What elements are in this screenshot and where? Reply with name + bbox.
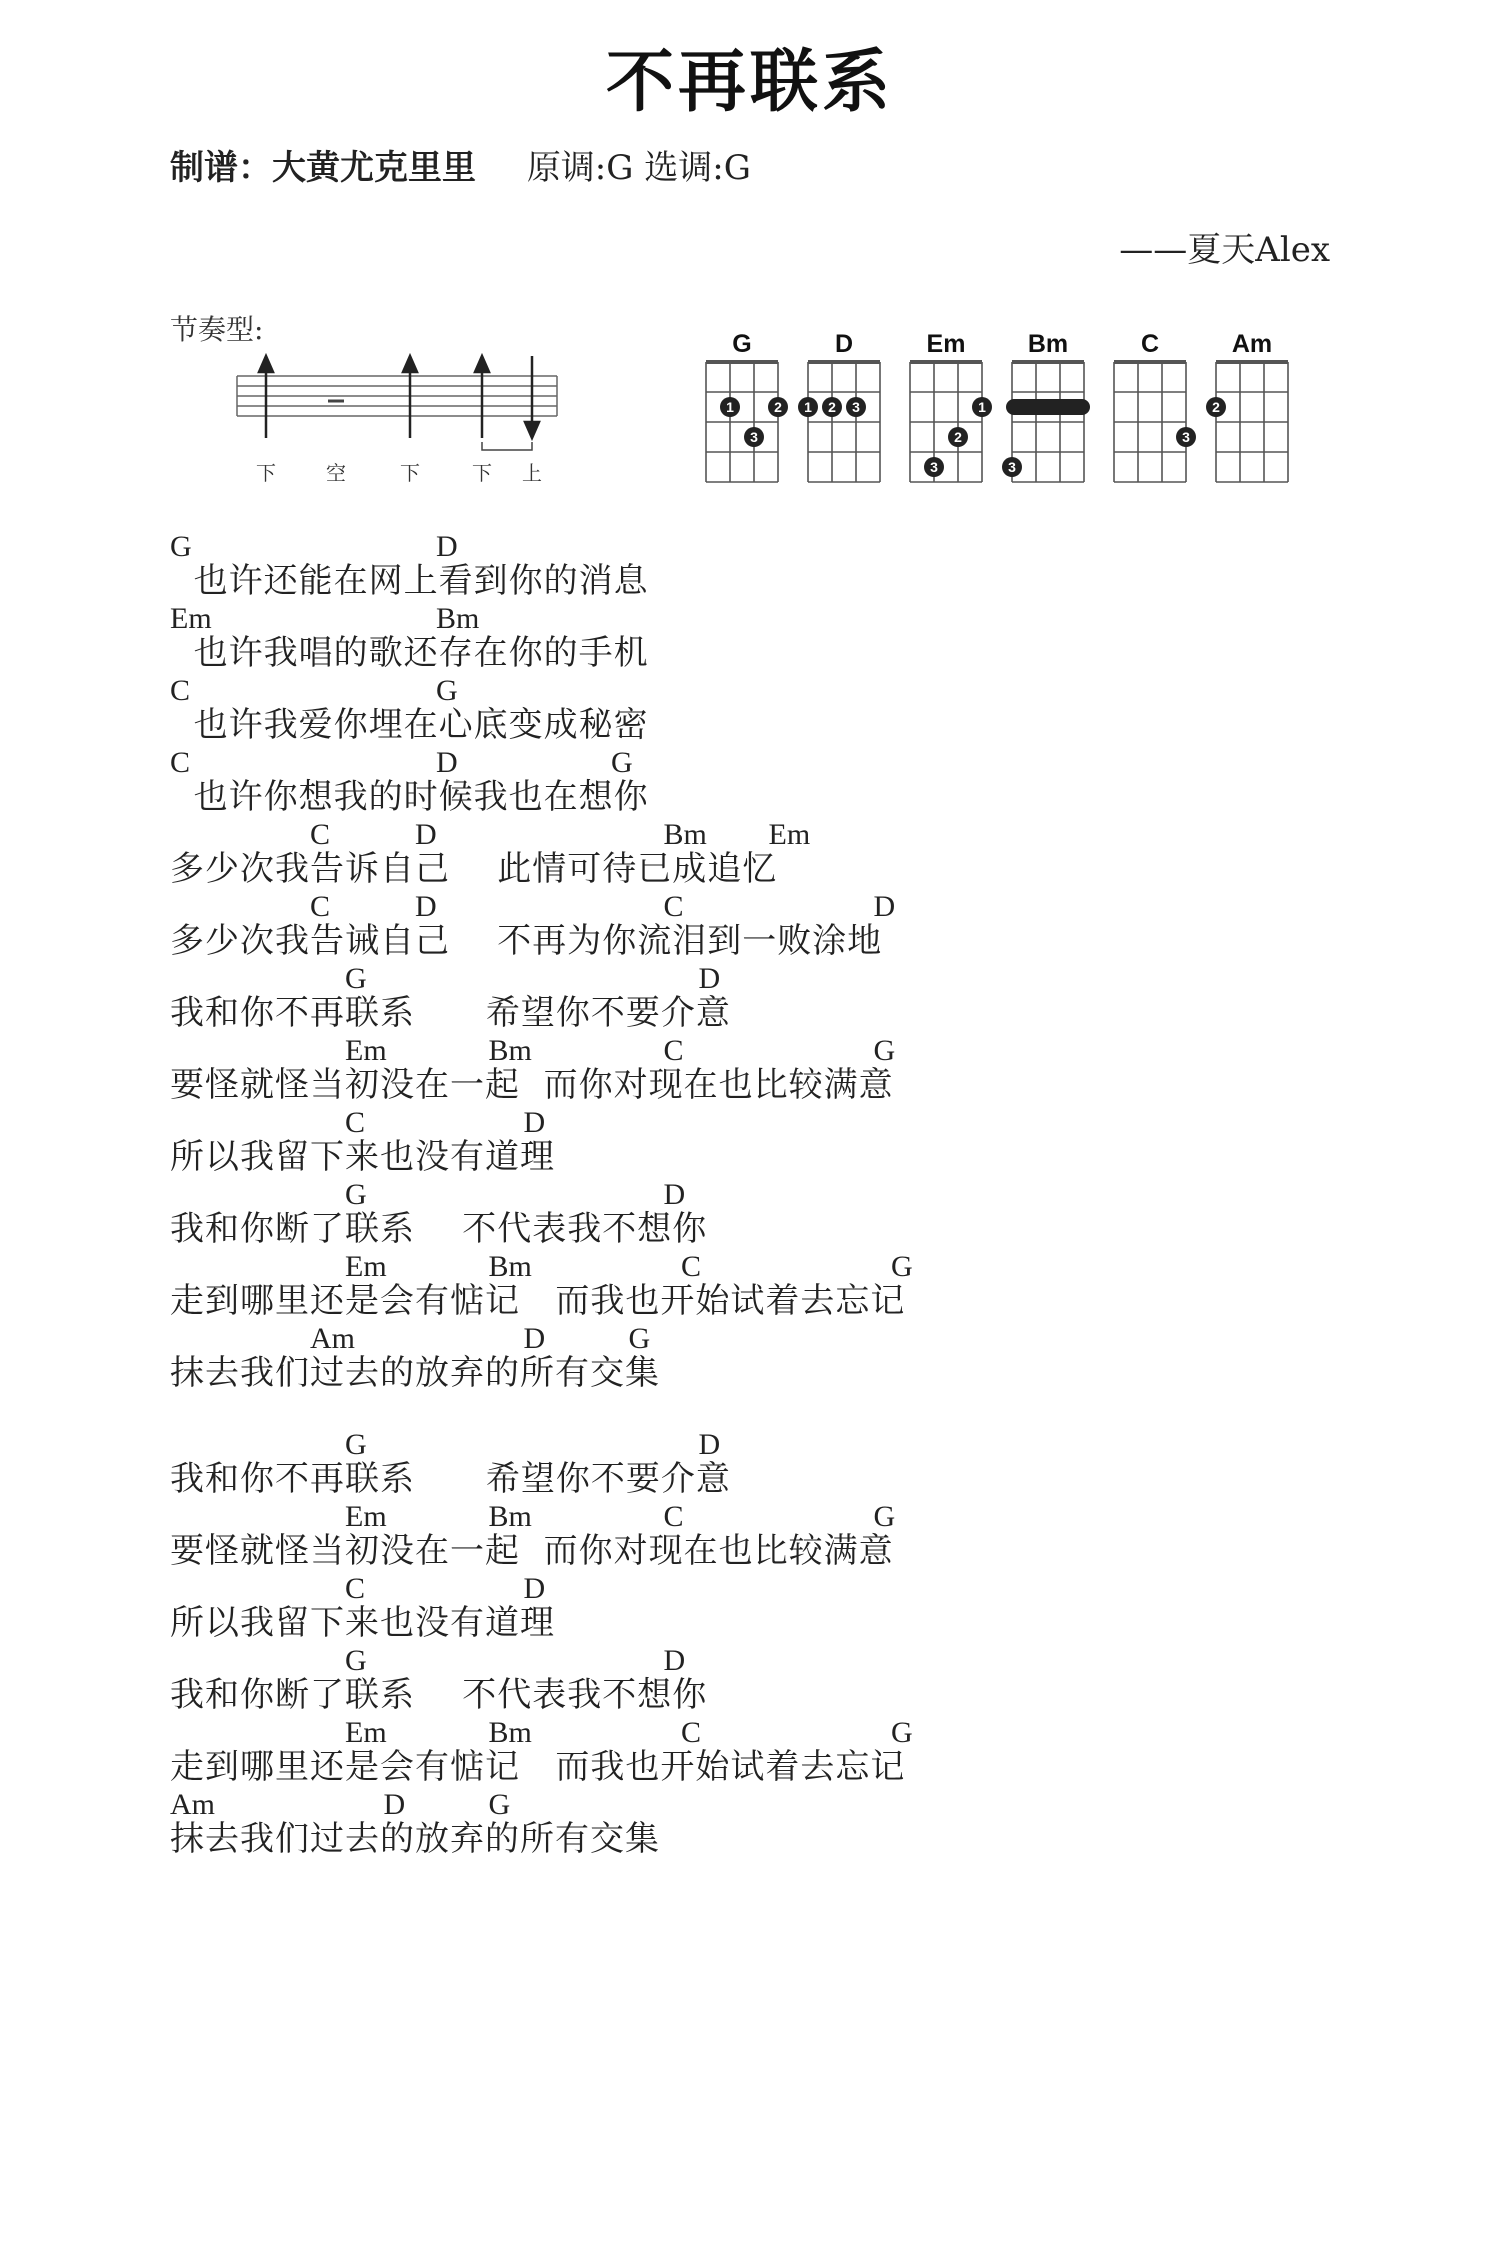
lyric-text: 多少次我告诫自己 不再为你流泪到一败涂地 [170, 921, 883, 961]
chord-row [170, 1322, 1370, 1356]
chord-symbol: C [170, 746, 191, 779]
lyric-text: 我和你断了联系 不代表我不想你 [170, 1675, 708, 1715]
lyric-line [170, 1788, 1370, 1860]
lyric-text: 走到哪里还是会有惦记 而我也开始试着去忘记 [170, 1747, 906, 1787]
chord-symbol: C [663, 1034, 684, 1067]
lyric-line [170, 602, 1370, 674]
chord-diagram-em [910, 332, 992, 482]
chord-symbol: G [436, 674, 458, 707]
chord-symbol: Em [345, 1500, 387, 1533]
chord-symbol: Em [345, 1716, 387, 1749]
chord-diagram-label: Em [926, 332, 966, 358]
chord-symbol: Em [345, 1250, 387, 1283]
chord-symbol: D [436, 746, 458, 779]
chord-symbol: D [698, 1428, 721, 1461]
chord-row [170, 530, 1370, 564]
chord-row [170, 1034, 1370, 1068]
chord-row [170, 1644, 1370, 1678]
chord-symbol: C [663, 1500, 684, 1533]
chord-row [170, 818, 1370, 852]
lyric-text: 我和你断了联系 不代表我不想你 [170, 1209, 708, 1249]
chord-symbol: G [873, 1034, 896, 1067]
chord-symbol: C [681, 1716, 702, 1749]
chord-symbol: C [310, 818, 331, 851]
chord-diagram-g [706, 332, 788, 482]
barre-mark [1006, 399, 1090, 415]
beam-bracket [482, 442, 532, 450]
stroke-label: 上 [522, 461, 542, 485]
lyric-line [170, 1500, 1370, 1572]
chord-symbol: D [523, 1572, 546, 1605]
chord-diagram-label: G [732, 332, 752, 358]
chord-symbol: D [415, 890, 437, 923]
chord-symbol: G [628, 1322, 651, 1355]
key-info: 原调:G 选调:G [526, 148, 751, 188]
chord-symbol: G [488, 1788, 511, 1821]
svg-text:2: 2 [828, 399, 836, 415]
lyric-line [170, 1322, 1370, 1394]
lyric-line [170, 746, 1370, 818]
chord-symbol: D [383, 1788, 406, 1821]
lyric-line [170, 1644, 1370, 1716]
svg-text:1: 1 [978, 399, 986, 415]
lyric-text: 抹去我们过去的放弃的所有交集 [170, 1353, 660, 1393]
lyric-text: 也许你想我的时候我也在想你 [170, 777, 649, 817]
lyric-line [170, 1178, 1370, 1250]
strum-down-arrow [259, 356, 273, 438]
strum-up-arrow [525, 356, 539, 438]
chord-diagrams [700, 332, 1290, 492]
rhythm-staff [237, 376, 557, 416]
lyric-text: 也许还能在网上看到你的消息 [170, 561, 649, 601]
chord-symbol: D [436, 530, 458, 563]
chord-diagram-label: Bm [1027, 332, 1069, 358]
chord-symbol: Bm [488, 1716, 532, 1749]
lyric-line [170, 818, 1370, 890]
chord-row [170, 1572, 1370, 1606]
chord-symbol: Bm [488, 1500, 532, 1533]
lyric-text: 也许我唱的歌还存在你的手机 [170, 633, 649, 673]
stroke-label: 下 [256, 461, 276, 485]
svg-text:1: 1 [726, 399, 734, 415]
chord-symbol: D [523, 1106, 546, 1139]
stroke-label: 下 [472, 461, 492, 485]
chord-symbol: G [611, 746, 633, 779]
chord-symbol: D [663, 1178, 686, 1211]
svg-text:2: 2 [954, 429, 962, 445]
chord-symbol: G [170, 530, 192, 563]
lyric-line [170, 962, 1370, 1034]
lyric-text: 也许我爱你埋在心底变成秘密 [170, 705, 649, 745]
lyric-line [170, 1106, 1370, 1178]
lyric-text: 我和你不再联系 希望你不要介意 [170, 1459, 731, 1499]
lyric-line [170, 530, 1370, 602]
strum-down-arrow [403, 356, 417, 438]
chord-row [170, 1178, 1370, 1212]
chord-symbol: D [873, 890, 896, 923]
artist: ——夏天Alex [1119, 230, 1330, 270]
chord-symbol: G [891, 1716, 913, 1749]
chord-symbol: G [345, 962, 367, 995]
rhythm-label: 节奏型: [170, 313, 264, 346]
chord-row [170, 962, 1370, 996]
svg-text:3: 3 [1008, 459, 1016, 475]
chord-diagram-bm [1002, 332, 1090, 482]
chord-symbol: C [345, 1106, 366, 1139]
chord-symbol: D [523, 1322, 546, 1355]
chord-row [170, 746, 1370, 780]
chord-symbol: G [345, 1644, 367, 1677]
chord-row [170, 1788, 1370, 1822]
chord-row [170, 1428, 1370, 1462]
chord-symbol: D [415, 818, 437, 851]
lyric-line [170, 890, 1370, 962]
lyric-text: 所以我留下来也没有道理 [170, 1603, 555, 1643]
chord-symbol: Bm [488, 1034, 532, 1067]
svg-text:3: 3 [1182, 429, 1190, 445]
chord-symbol: C [310, 890, 331, 923]
svg-text:3: 3 [930, 459, 938, 475]
chord-symbol: Am [170, 1788, 215, 1821]
chord-row [170, 1500, 1370, 1534]
credit-line [170, 140, 751, 189]
lyric-line [170, 1428, 1370, 1500]
svg-text:3: 3 [852, 399, 860, 415]
lyric-text: 多少次我告诉自己 此情可待已成追忆 [170, 849, 778, 889]
lyric-line [170, 1250, 1370, 1322]
chord-row [170, 674, 1370, 708]
chord-symbol: Em [345, 1034, 387, 1067]
chord-symbol: Em [768, 818, 811, 851]
chord-row [170, 1250, 1370, 1284]
lyric-text: 要怪就怪当初没在一起 而你对现在也比较满意 [170, 1531, 894, 1571]
chord-symbol: C [663, 890, 684, 923]
chord-symbol: Em [170, 602, 212, 635]
stroke-label: 空 [326, 461, 346, 485]
chord-symbol: C [170, 674, 191, 707]
chord-symbol: Bm [663, 818, 707, 851]
svg-text:3: 3 [750, 429, 758, 445]
lyric-text: 要怪就怪当初没在一起 而你对现在也比较满意 [170, 1065, 894, 1105]
stroke-label: 下 [400, 461, 420, 485]
chord-row [170, 890, 1370, 924]
svg-text:2: 2 [774, 399, 782, 415]
song-title: 不再联系 [605, 42, 894, 122]
chord-diagram-c [1114, 332, 1196, 482]
chord-symbol: D [698, 962, 721, 995]
chord-symbol: G [891, 1250, 913, 1283]
lyric-line [170, 1716, 1370, 1788]
chord-symbol: C [681, 1250, 702, 1283]
lyric-text: 所以我留下来也没有道理 [170, 1137, 555, 1177]
lyric-line [170, 1034, 1370, 1106]
chord-row [170, 1716, 1370, 1750]
lyric-line [170, 674, 1370, 746]
lyric-text: 我和你不再联系 希望你不要介意 [170, 993, 731, 1033]
chord-diagram-label: Am [1231, 332, 1273, 358]
chord-symbol: C [345, 1572, 366, 1605]
arranger: 制谱：大黄尤克里里 [170, 148, 476, 188]
chord-symbol: D [663, 1644, 686, 1677]
chord-symbol: G [345, 1428, 367, 1461]
chord-diagram-label: D [834, 332, 854, 358]
chord-symbol: Am [310, 1322, 355, 1355]
svg-text:1: 1 [804, 399, 812, 415]
chord-symbol: Bm [488, 1250, 532, 1283]
chord-row [170, 602, 1370, 636]
lyric-sheet [170, 530, 1370, 1860]
chord-symbol: Bm [436, 602, 480, 635]
chord-row [170, 1106, 1370, 1140]
chord-diagram-label: C [1140, 332, 1160, 358]
chord-symbol: G [873, 1500, 896, 1533]
svg-text:2: 2 [1212, 399, 1220, 415]
lyric-text: 走到哪里还是会有惦记 而我也开始试着去忘记 [170, 1281, 906, 1321]
chord-diagram-am [1206, 332, 1288, 482]
lyric-line [170, 1572, 1370, 1644]
rhythm-pattern [232, 350, 562, 488]
lyric-text: 抹去我们过去的放弃的所有交集 [170, 1819, 660, 1859]
strum-down-arrow [475, 356, 489, 438]
chord-diagram-d [798, 332, 880, 482]
chord-symbol: G [345, 1178, 367, 1211]
